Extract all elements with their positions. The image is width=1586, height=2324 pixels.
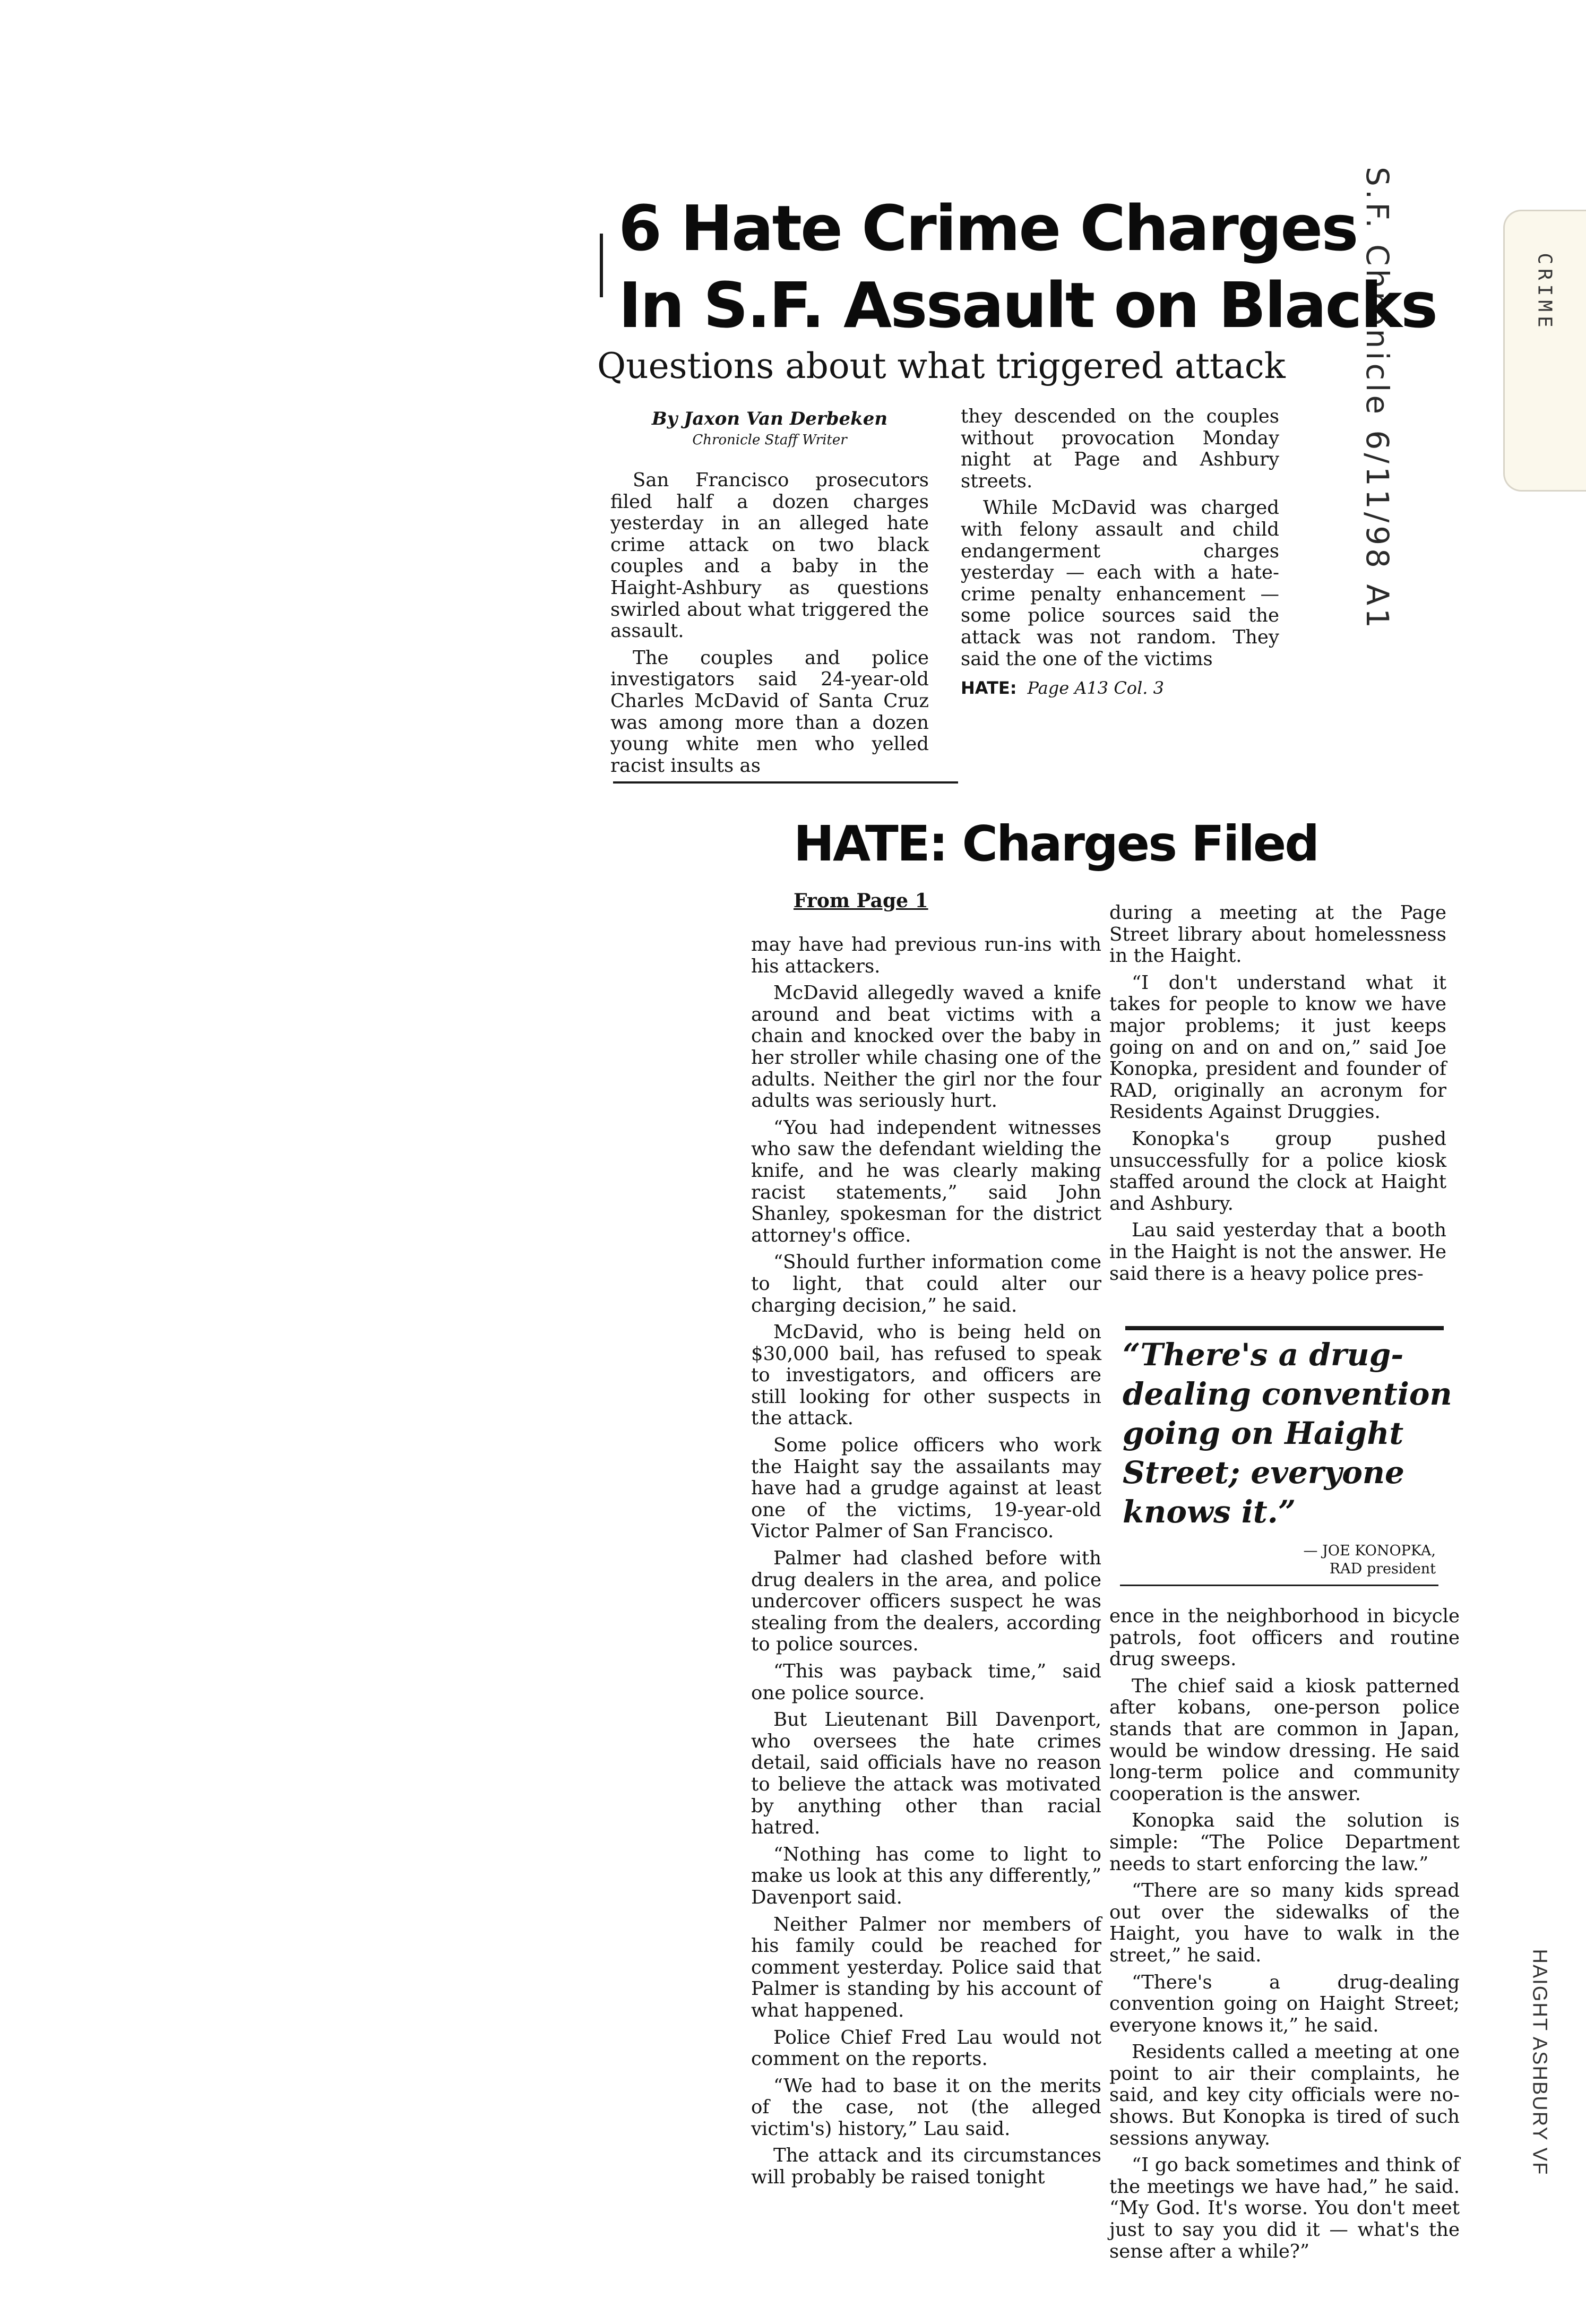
- paragraph: “There are so many kids spread out over the sidewalks of the Haight, you have to walk in the street,” he said.: [1109, 1880, 1460, 1966]
- paragraph: McDavid, who is being held on $30,000 bail, has refused to speak to investigators, and officers are still looking for other suspects in the attack.: [751, 1321, 1101, 1430]
- paragraph: during a meeting at the Page Street library about homelessness in the Haight.: [1109, 902, 1446, 967]
- headline-line-2: In S.F. Assault on Blacks: [618, 269, 1437, 342]
- jump-column-2-top: [1109, 902, 1446, 1285]
- paragraph: Palmer had clashed before with drug dealers in the area, and police undercover officers suspect he was stealing from the dealers, according to police sources.: [751, 1547, 1101, 1656]
- pull-quote-attribution: [1168, 1542, 1436, 1578]
- paragraph: San Francisco prosecutors filed half a dozen charges yesterday in an alleged hate crime attack on two black couples and a baby in the Haight-Ashbury as questions swirled about what triggered the assault.: [610, 469, 929, 642]
- paragraph: The couples and police investigators said 24-year-old Charles McDavid of Santa Cruz was among more than a dozen young white men who yelled racist insults as: [610, 647, 929, 777]
- paragraph: “There's a drug-dealing convention going on Haight Street; everyone knows it,” he said.: [1109, 1971, 1460, 2036]
- from-page-label: From Page 1: [794, 890, 928, 912]
- handwritten-note: S.F. Chronicle 6/11/98 A1: [1359, 167, 1395, 632]
- pull-quote-top-rule: [1125, 1326, 1444, 1330]
- jump-headline: HATE: Charges Filed: [794, 815, 1318, 872]
- paragraph: “I go back sometimes and think of the meetings we have had,” he said. “My God. It's worse. You don't meet just to say you did it — what's the sense after a while?”: [1109, 2154, 1460, 2262]
- jump-page: Page A13 Col. 3: [1027, 678, 1164, 699]
- paragraph: “You had independent witnesses who saw the defendant wielding the knife, and he was clearly making racist statements,” said John Shanley, spokesman for the district attorney's office.: [751, 1116, 1101, 1246]
- file-label: HAIGHT ASHBURY VF: [1528, 1949, 1551, 2176]
- cut-line: [613, 781, 958, 784]
- paragraph: Lau said yesterday that a booth in the Haight is not the answer. He said there is a heavy police pres-: [1109, 1219, 1446, 1285]
- headline-line-1: 6 Hate Crime Charges: [618, 192, 1357, 265]
- paragraph: Konopka said the solution is simple: “The Police Department needs to start enforcing the law.”: [1109, 1810, 1460, 1875]
- jump-column-2-bottom: [1109, 1606, 1460, 2262]
- paragraph: Residents called a meeting at one point to air their complaints, he said, and key city officials were no-shows. But Konopka is tired of such sessions anyway.: [1109, 2041, 1460, 2149]
- paragraph: “I don't understand what it takes for people to know we have major problems; it just keeps going on and on and on,” said Joe Konopka, president and founder of RAD, originally an acronym for Residents Against Druggies.: [1109, 971, 1446, 1123]
- jump-reference: [961, 677, 1279, 699]
- paragraph: “This was payback time,” said one police source.: [751, 1660, 1101, 1704]
- pull-quote: “There's a drug-dealing convention going on Haight Street; everyone knows it.”: [1123, 1337, 1452, 1530]
- paragraph: may have had previous run-ins with his attackers.: [751, 934, 1101, 977]
- paragraph: “We had to base it on the merits of the case, not (the alleged victim's) history,” Lau said.: [751, 2075, 1101, 2140]
- story-column-1: [610, 470, 929, 777]
- paragraph: “Nothing has come to light to make us look at this any differently,” Davenport said.: [751, 1843, 1101, 1908]
- paragraph: While McDavid was charged with felony assault and child endangerment charges yesterday — each with a hate-crime penalty enhancement — some police sources said the attack was not random. They said the one of the victims: [961, 497, 1279, 670]
- paragraph: “Should further information come to light, that could alter our charging decision,” he said.: [751, 1251, 1101, 1316]
- paragraph: Neither Palmer nor members of his family could be reached for comment yesterday. Police said that Palmer is standing by his account of what happened.: [751, 1913, 1101, 2021]
- pull-quote-attribution-name: — JOE KONOPKA,: [1303, 1543, 1436, 1559]
- paragraph: But Lieutenant Bill Davenport, who oversees the hate crimes detail, said officials have no reason to believe the attack was motivated by anything other than racial hatred.: [751, 1709, 1101, 1839]
- paragraph: they descended on the couples without provocation Monday night at Page and Ashbury streets.: [961, 406, 1279, 492]
- paragraph: McDavid allegedly waved a knife around and beat victims with a chain and knocked over the baby in her stroller while chasing one of the adults. Neither the girl nor the four adults was seriously hurt.: [751, 982, 1101, 1112]
- byline: By Jaxon Van Derbeken: [651, 408, 888, 429]
- story-column-2: [961, 406, 1279, 699]
- pull-quote-attribution-title: RAD president: [1329, 1561, 1436, 1577]
- paragraph: Police Chief Fred Lau would not comment on the reports.: [751, 2026, 1101, 2070]
- byline-title: Chronicle Staff Writer: [692, 432, 847, 448]
- deck: Questions about what triggered attack: [597, 346, 1286, 386]
- paragraph: Konopka's group pushed unsuccessfully for a police kiosk staffed around the clock at Haight and Ashbury.: [1109, 1127, 1446, 1215]
- paragraph: The attack and its circumstances will probably be raised tonight: [751, 2145, 1101, 2189]
- paragraph: Some police officers who work the Haight say the assailants may have had a grudge against at least one of the victims, 19-year-old Victor Palmer of San Francisco.: [751, 1434, 1101, 1543]
- paragraph: ence in the neighborhood in bicycle patrols, foot officers and routine drug sweeps.: [1109, 1605, 1460, 1671]
- file-tab-label: CRIME: [1533, 253, 1556, 332]
- headline-tick-mark: [600, 234, 603, 297]
- jump-column-1: [751, 934, 1101, 2189]
- jump-label: HATE:: [961, 678, 1017, 699]
- pull-quote-bottom-rule: [1120, 1585, 1438, 1586]
- paragraph: The chief said a kiosk patterned after kobans, one-person police stands that are common in Japan, would be window dressing. He said long-term police and community cooperation is the answer.: [1109, 1675, 1460, 1805]
